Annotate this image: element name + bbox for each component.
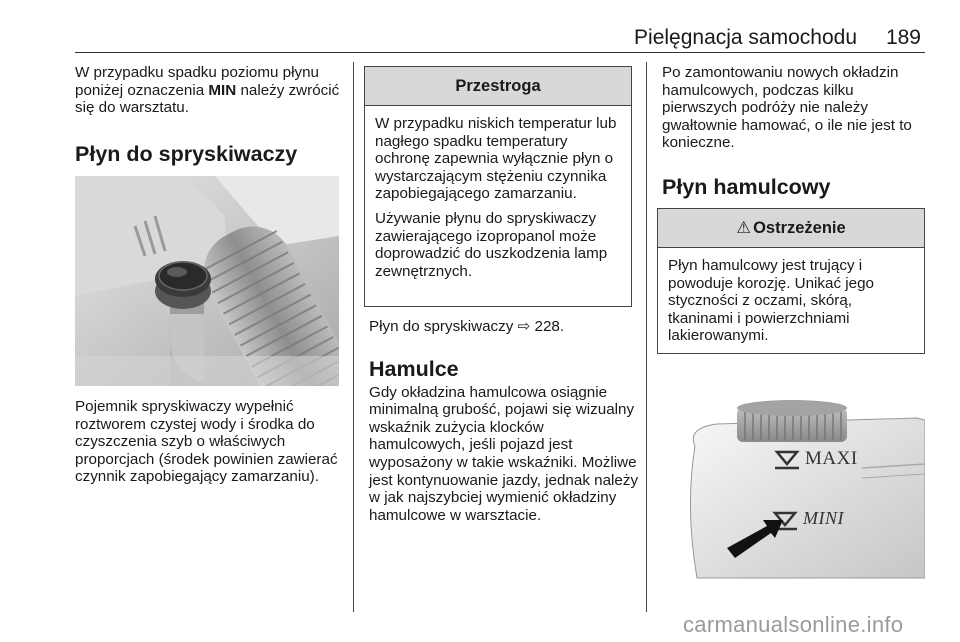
page-ref-arrow-icon: ⇨ xyxy=(517,318,531,335)
column-divider xyxy=(353,62,354,612)
page-number: 189 xyxy=(885,26,921,49)
warning-body xyxy=(658,248,924,358)
column-2 xyxy=(369,318,639,524)
mini-label: MINI xyxy=(803,508,844,528)
section-heading-washer: Płyn do spryskiwaczy xyxy=(75,141,298,166)
warning-title: Ostrzeżenie xyxy=(753,218,846,237)
column-1 xyxy=(75,64,343,167)
page-header xyxy=(75,26,925,53)
caution-body xyxy=(365,106,631,293)
warning-box xyxy=(657,208,925,354)
brakes-paragraph: Gdy okładzina hamulcowa osiągnie minimalną grubość, pojawi się wizualny wskaźnik zużycia klocków hamulcowych, jeśli pojazd jest wyposażony w takie wskaźniki. Możliwe jest kontynuowanie jazdy, jednak należy w jak najszybciej wymienić okładziny hamulcowe w warsztacie. xyxy=(369,383,639,524)
brake-fluid-reservoir-image xyxy=(657,368,925,588)
cross-reference: Płyn do spryskiwaczy ⇨ 228. xyxy=(369,318,565,335)
watermark-link[interactable]: carmanualsonline.info xyxy=(683,612,904,637)
column-divider xyxy=(646,62,647,612)
warning-triangle-icon: ⚠ xyxy=(736,219,752,237)
caution-paragraph-2: Używanie płynu do spryskiwaczy zawierającego izopropanol może doprowadzić do uszkodzenia lamp zewnętrznych. xyxy=(375,209,608,280)
washer-reservoir-image xyxy=(75,176,339,386)
intro-paragraph: W przypadku spadku poziomu płynu poniżej oznaczenia MIN należy zwrócić się do warsztatu. xyxy=(75,64,340,117)
section-heading-brake-fluid: Płyn hamulcowy xyxy=(662,174,831,199)
warning-text: Płyn hamulcowy jest trujący i powoduje korozję. Unikać jego styczności z oczami, skórą, tkaninami i powierzchniami lakierowanymi. xyxy=(668,257,874,345)
caution-box xyxy=(364,66,632,307)
brake-pads-paragraph: Po zamontowaniu nowych okładzin hamulcowych, podczas kilku pierwszych podróży nie należy gwałtownie hamować, o ile nie jest to konieczne. xyxy=(662,64,912,152)
section-heading-brakes: Hamulce xyxy=(369,356,459,381)
washer-paragraph: Pojemnik spryskiwaczy wypełnić roztworem czystej wody i środka do czyszczenia szyb o właściwych proporcjach (środek powinien zawierać czynnik zapobiegający zamarzaniu). xyxy=(75,398,338,486)
caution-title: Przestroga xyxy=(365,67,631,106)
maxi-label: MAXI xyxy=(805,448,858,469)
column-3 xyxy=(662,64,928,200)
column-1-bottom xyxy=(75,398,343,486)
page-title: Pielęgnacja samochodu xyxy=(634,26,857,49)
warning-header xyxy=(658,209,924,248)
caution-paragraph-1: W przypadku niskich temperatur lub nagłego spadku temperatury ochronę zapewnia wyłącznie płyn o wystarczającym stężeniu czynnika zapobiegającego zamarzaniu. xyxy=(375,115,617,203)
min-mark: MIN xyxy=(208,81,237,99)
